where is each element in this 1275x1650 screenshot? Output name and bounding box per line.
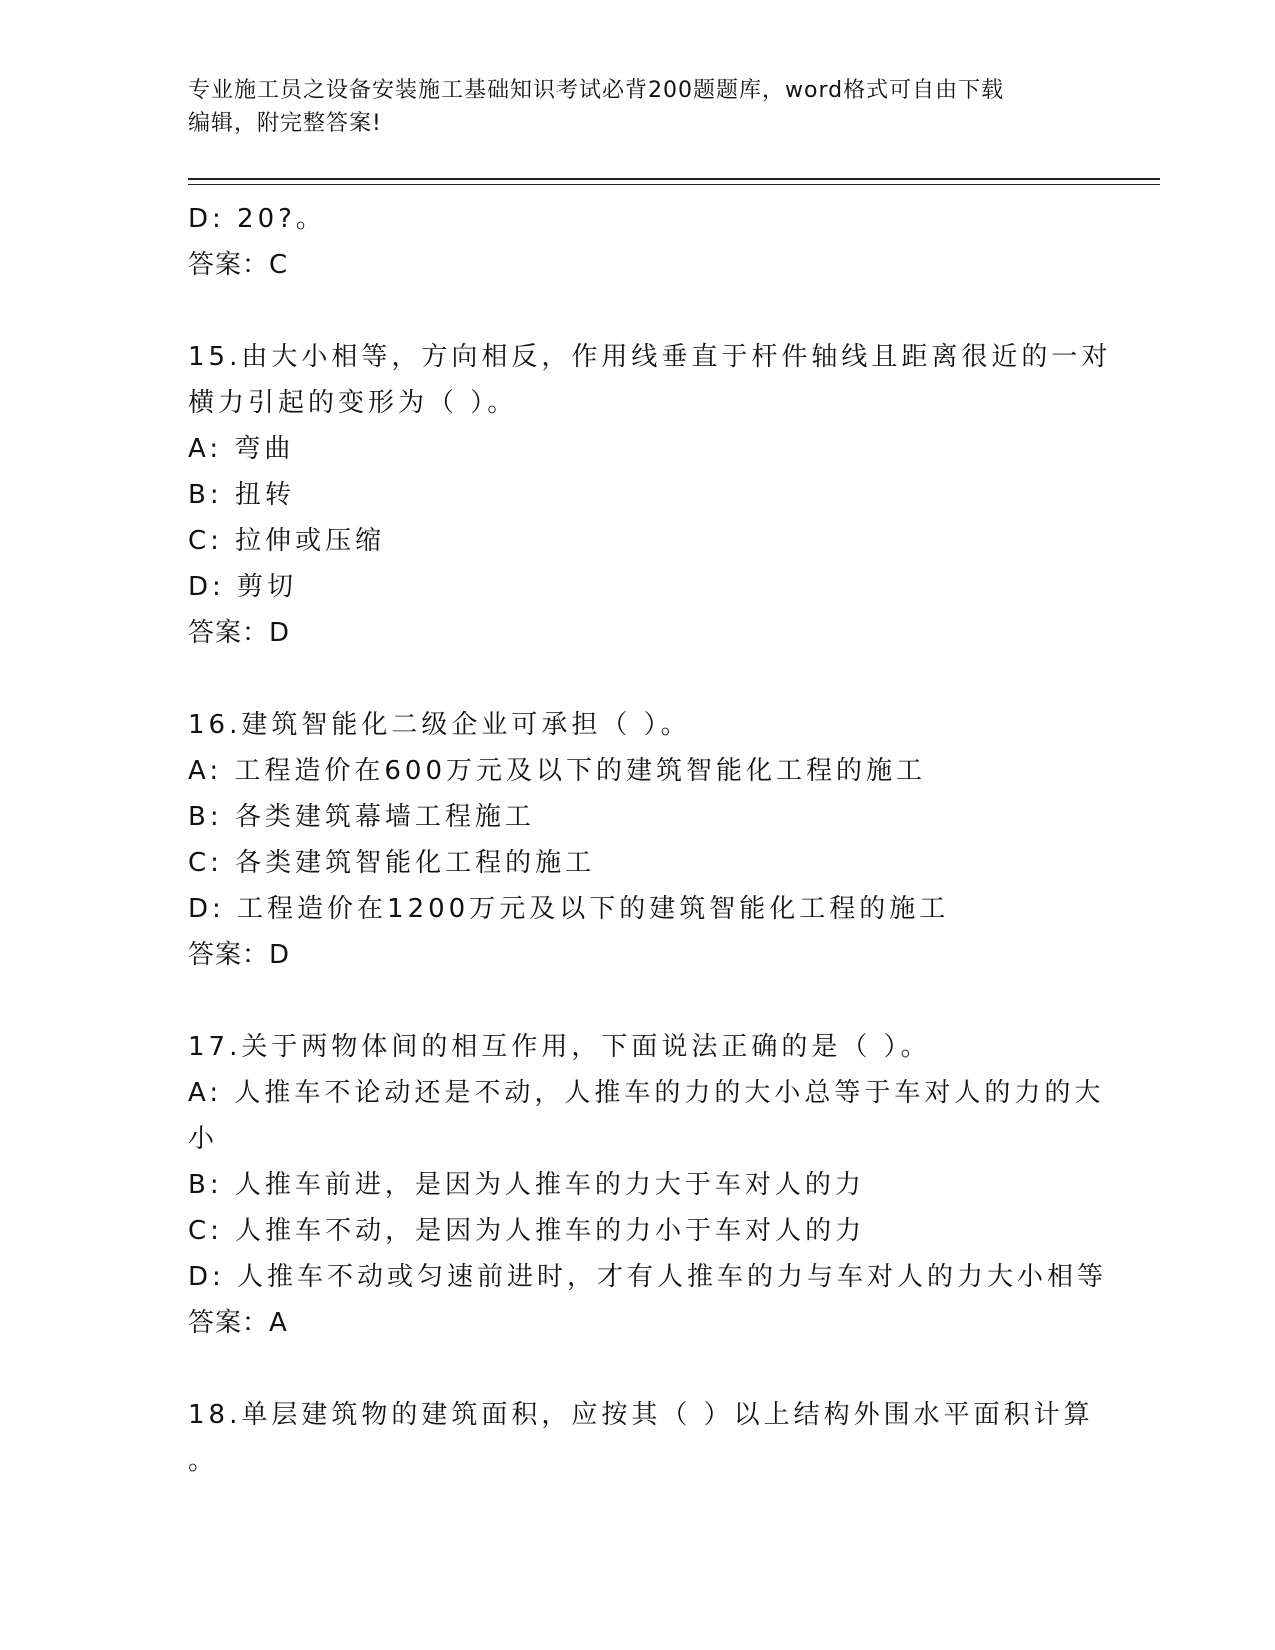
option-b: B: 扭转 xyxy=(188,480,295,510)
question-16 xyxy=(188,702,1088,978)
question-list xyxy=(188,196,1112,1484)
question-14-tail xyxy=(188,196,1088,288)
option-d: D: 20?。 xyxy=(188,204,326,234)
header-divider-thin xyxy=(188,184,1160,185)
question-17 xyxy=(188,1024,1108,1346)
question-stem-line-2: 横力引起的变形为（ ）。 xyxy=(188,388,518,418)
option-c: C: 各类建筑智能化工程的施工 xyxy=(188,848,596,878)
option-d: D: 人推车不动或匀速前进时，才有人推车的力与车对人的力大小相等 xyxy=(188,1262,1108,1292)
document-header xyxy=(188,74,1088,140)
option-a: A: 弯曲 xyxy=(188,434,295,464)
option-a: A: 工程造价在600万元及以下的建筑智能化工程的施工 xyxy=(188,756,926,786)
option-d: D: 工程造价在1200万元及以下的建筑智能化工程的施工 xyxy=(188,894,950,924)
header-title-line-1: 专业施工员之设备安装施工基础知识考试必背200题题库，word格式可自由下载 xyxy=(188,78,1005,103)
question-stem: 16.建筑智能化二级企业可承担（ ）。 xyxy=(188,710,691,740)
question-stem-line-1: 18.单层建筑物的建筑面积，应按其（ ）以上结构外围水平面积计算 xyxy=(188,1400,1094,1430)
question-stem: 17.关于两物体间的相互作用，下面说法正确的是（ ）。 xyxy=(188,1032,931,1062)
option-c: C: 拉伸或压缩 xyxy=(188,526,386,556)
question-18 xyxy=(188,1392,1094,1484)
question-15 xyxy=(188,334,1112,656)
answer: 答案：A xyxy=(188,1308,288,1338)
option-d: D: 剪切 xyxy=(188,572,298,602)
option-b: B: 各类建筑幕墙工程施工 xyxy=(188,802,535,832)
question-stem-line-2: 。 xyxy=(188,1446,219,1476)
answer: 答案：C xyxy=(188,250,289,280)
option-b: B: 人推车前进，是因为人推车的力大于车对人的力 xyxy=(188,1170,865,1200)
answer: 答案：D xyxy=(188,618,291,648)
header-title-line-2: 编辑，附完整答案! xyxy=(188,111,382,136)
option-a-line-2: 小 xyxy=(188,1124,219,1154)
header-divider-thick xyxy=(188,178,1160,180)
option-a-line-1: A: 人推车不论动还是不动，人推车的力的大小总等于车对人的力的大 xyxy=(188,1078,1105,1108)
answer: 答案：D xyxy=(188,940,291,970)
question-stem-line-1: 15.由大小相等，方向相反，作用线垂直于杆件轴线且距离很近的一对 xyxy=(188,342,1112,372)
option-c: C: 人推车不动，是因为人推车的力小于车对人的力 xyxy=(188,1216,866,1246)
